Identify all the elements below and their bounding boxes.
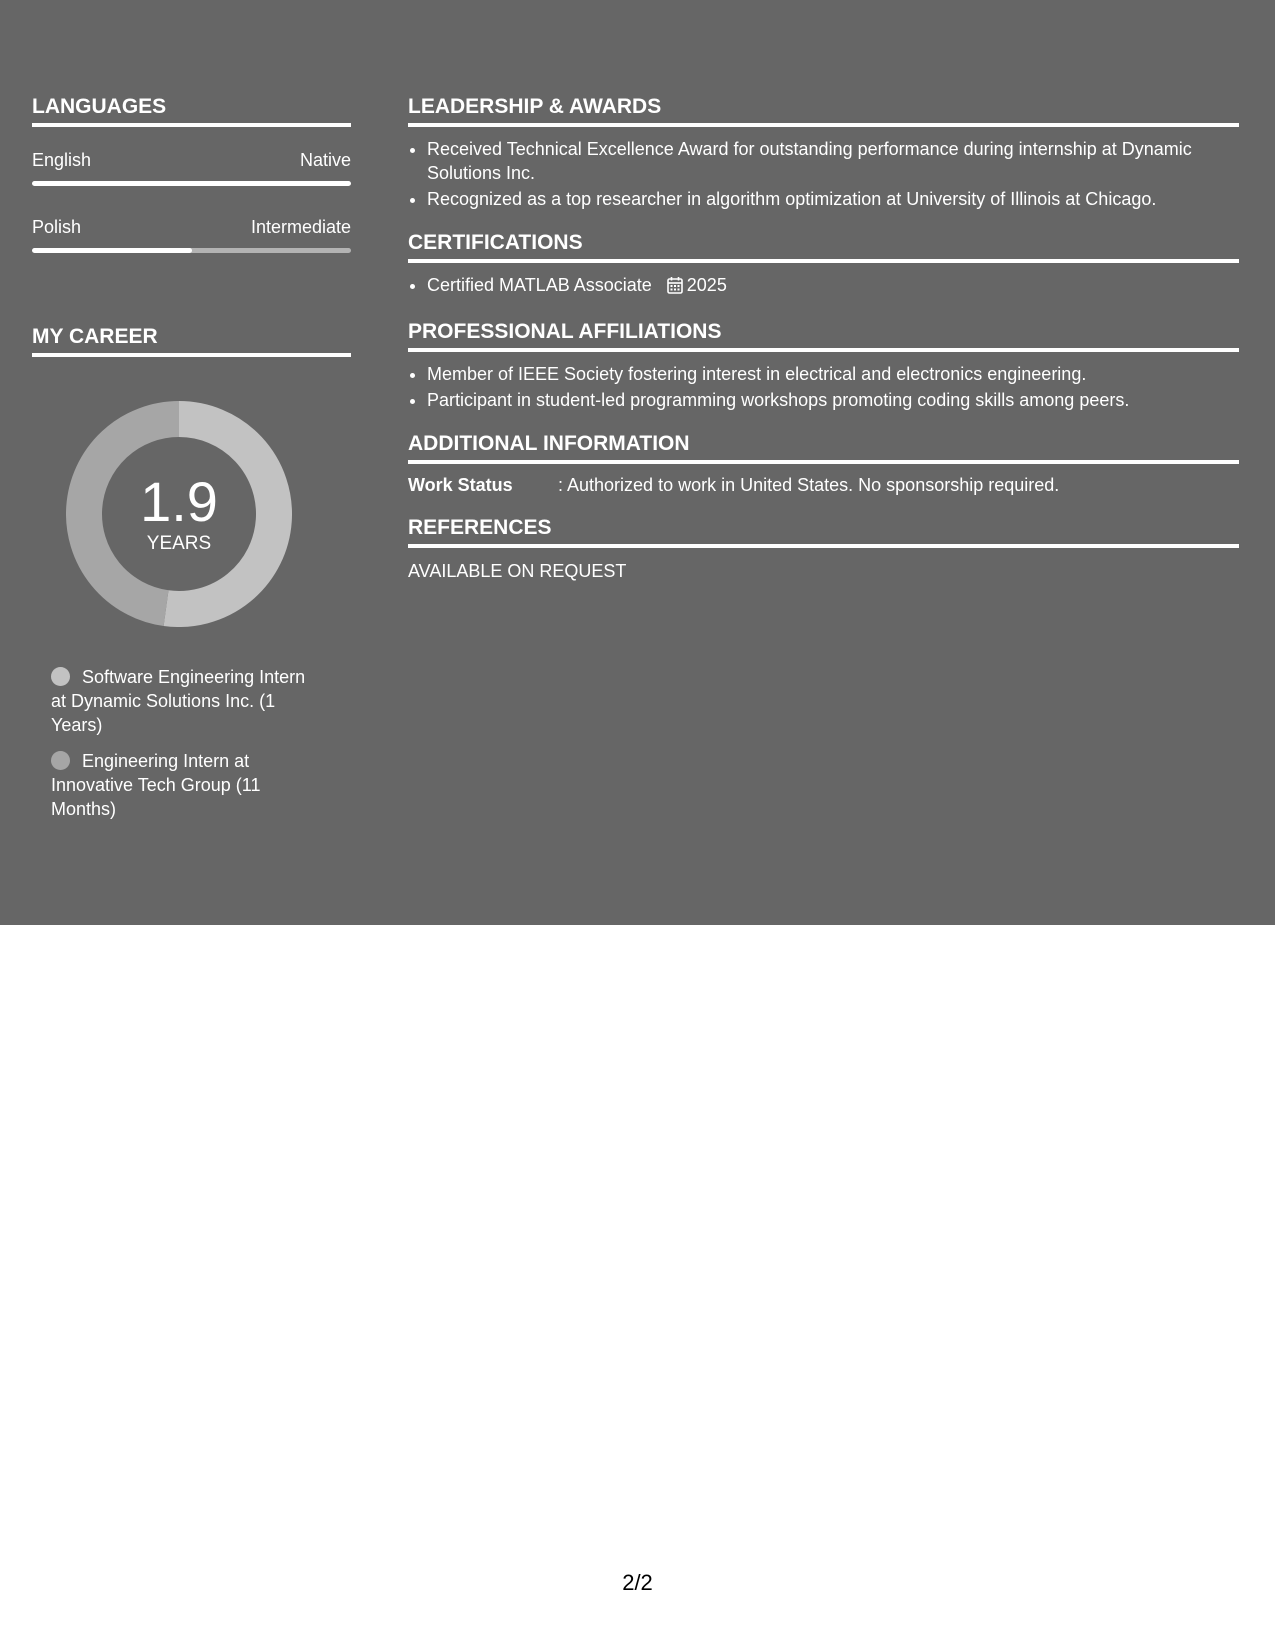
work-status-value: : Authorized to work in United States. No sponsorship required.: [558, 475, 1060, 495]
leadership-title: LEADERSHIP & AWARDS: [408, 95, 1239, 127]
affiliation-item: • Participant in student-led programming workshops promoting coding skills among peers.: [427, 388, 1239, 412]
leadership-item: • Received Technical Excellence Award for outstanding performance during internship at Dynamic Solutions Inc.: [427, 137, 1239, 185]
work-status-row: [408, 474, 1239, 496]
language-name: Polish: [32, 217, 82, 237]
legend-label: Software Engineering Intern at Dynamic Solutions Inc. (1 Years): [51, 667, 306, 735]
certifications-title: CERTIFICATIONS: [408, 231, 1239, 263]
certification-year: 2025: [686, 275, 727, 295]
language-level: Native: [299, 150, 351, 170]
certification-item: [427, 273, 1239, 300]
language-proficiency-fill: [32, 181, 351, 186]
language-level: Intermediate: [250, 217, 351, 237]
career-title: MY CAREER: [32, 325, 351, 357]
right-column: [408, 95, 1239, 602]
language-proficiency-fill: [32, 248, 192, 253]
career-legend-item: [51, 665, 321, 737]
legend-label: Engineering Intern at Innovative Tech Group (11 Months): [51, 751, 261, 819]
career-total-unit: YEARS: [146, 533, 212, 554]
legend-dot: [51, 667, 70, 686]
career-total-value: 1.9: [140, 470, 218, 533]
leadership-section: [408, 95, 1239, 211]
page-number: 2/2: [622, 1570, 653, 1595]
language-item: [32, 216, 351, 253]
work-status-label: Work Status: [408, 475, 513, 495]
affiliations-title: PROFESSIONAL AFFILIATIONS: [408, 320, 1239, 352]
language-proficiency-bar: [32, 181, 351, 186]
left-column: [32, 95, 351, 833]
references-text: AVAILABLE ON REQUEST: [408, 561, 627, 581]
affiliations-section: [408, 320, 1239, 412]
additional-section: [408, 432, 1239, 496]
languages-title: LANGUAGES: [32, 95, 351, 127]
career-legend: [51, 665, 321, 821]
additional-title: ADDITIONAL INFORMATION: [408, 432, 1239, 464]
calendar-icon: [667, 276, 683, 300]
references-section: [408, 516, 1239, 582]
career-donut-chart: [66, 401, 292, 627]
language-item: [32, 149, 351, 186]
certification-name: Certified MATLAB Associate: [427, 275, 652, 295]
career-donut-center: [66, 401, 292, 627]
references-title: REFERENCES: [408, 516, 1239, 548]
legend-dot: [51, 751, 70, 770]
leadership-item: • Recognized as a top researcher in algorithm optimization at University of Illinois at Chicago.: [427, 187, 1239, 211]
career-legend-item: [51, 749, 321, 821]
language-name: English: [32, 150, 92, 170]
affiliation-item: • Member of IEEE Society fostering interest in electrical and electronics engineering.: [427, 362, 1239, 386]
language-proficiency-bar: [32, 248, 351, 253]
certifications-section: [408, 231, 1239, 300]
